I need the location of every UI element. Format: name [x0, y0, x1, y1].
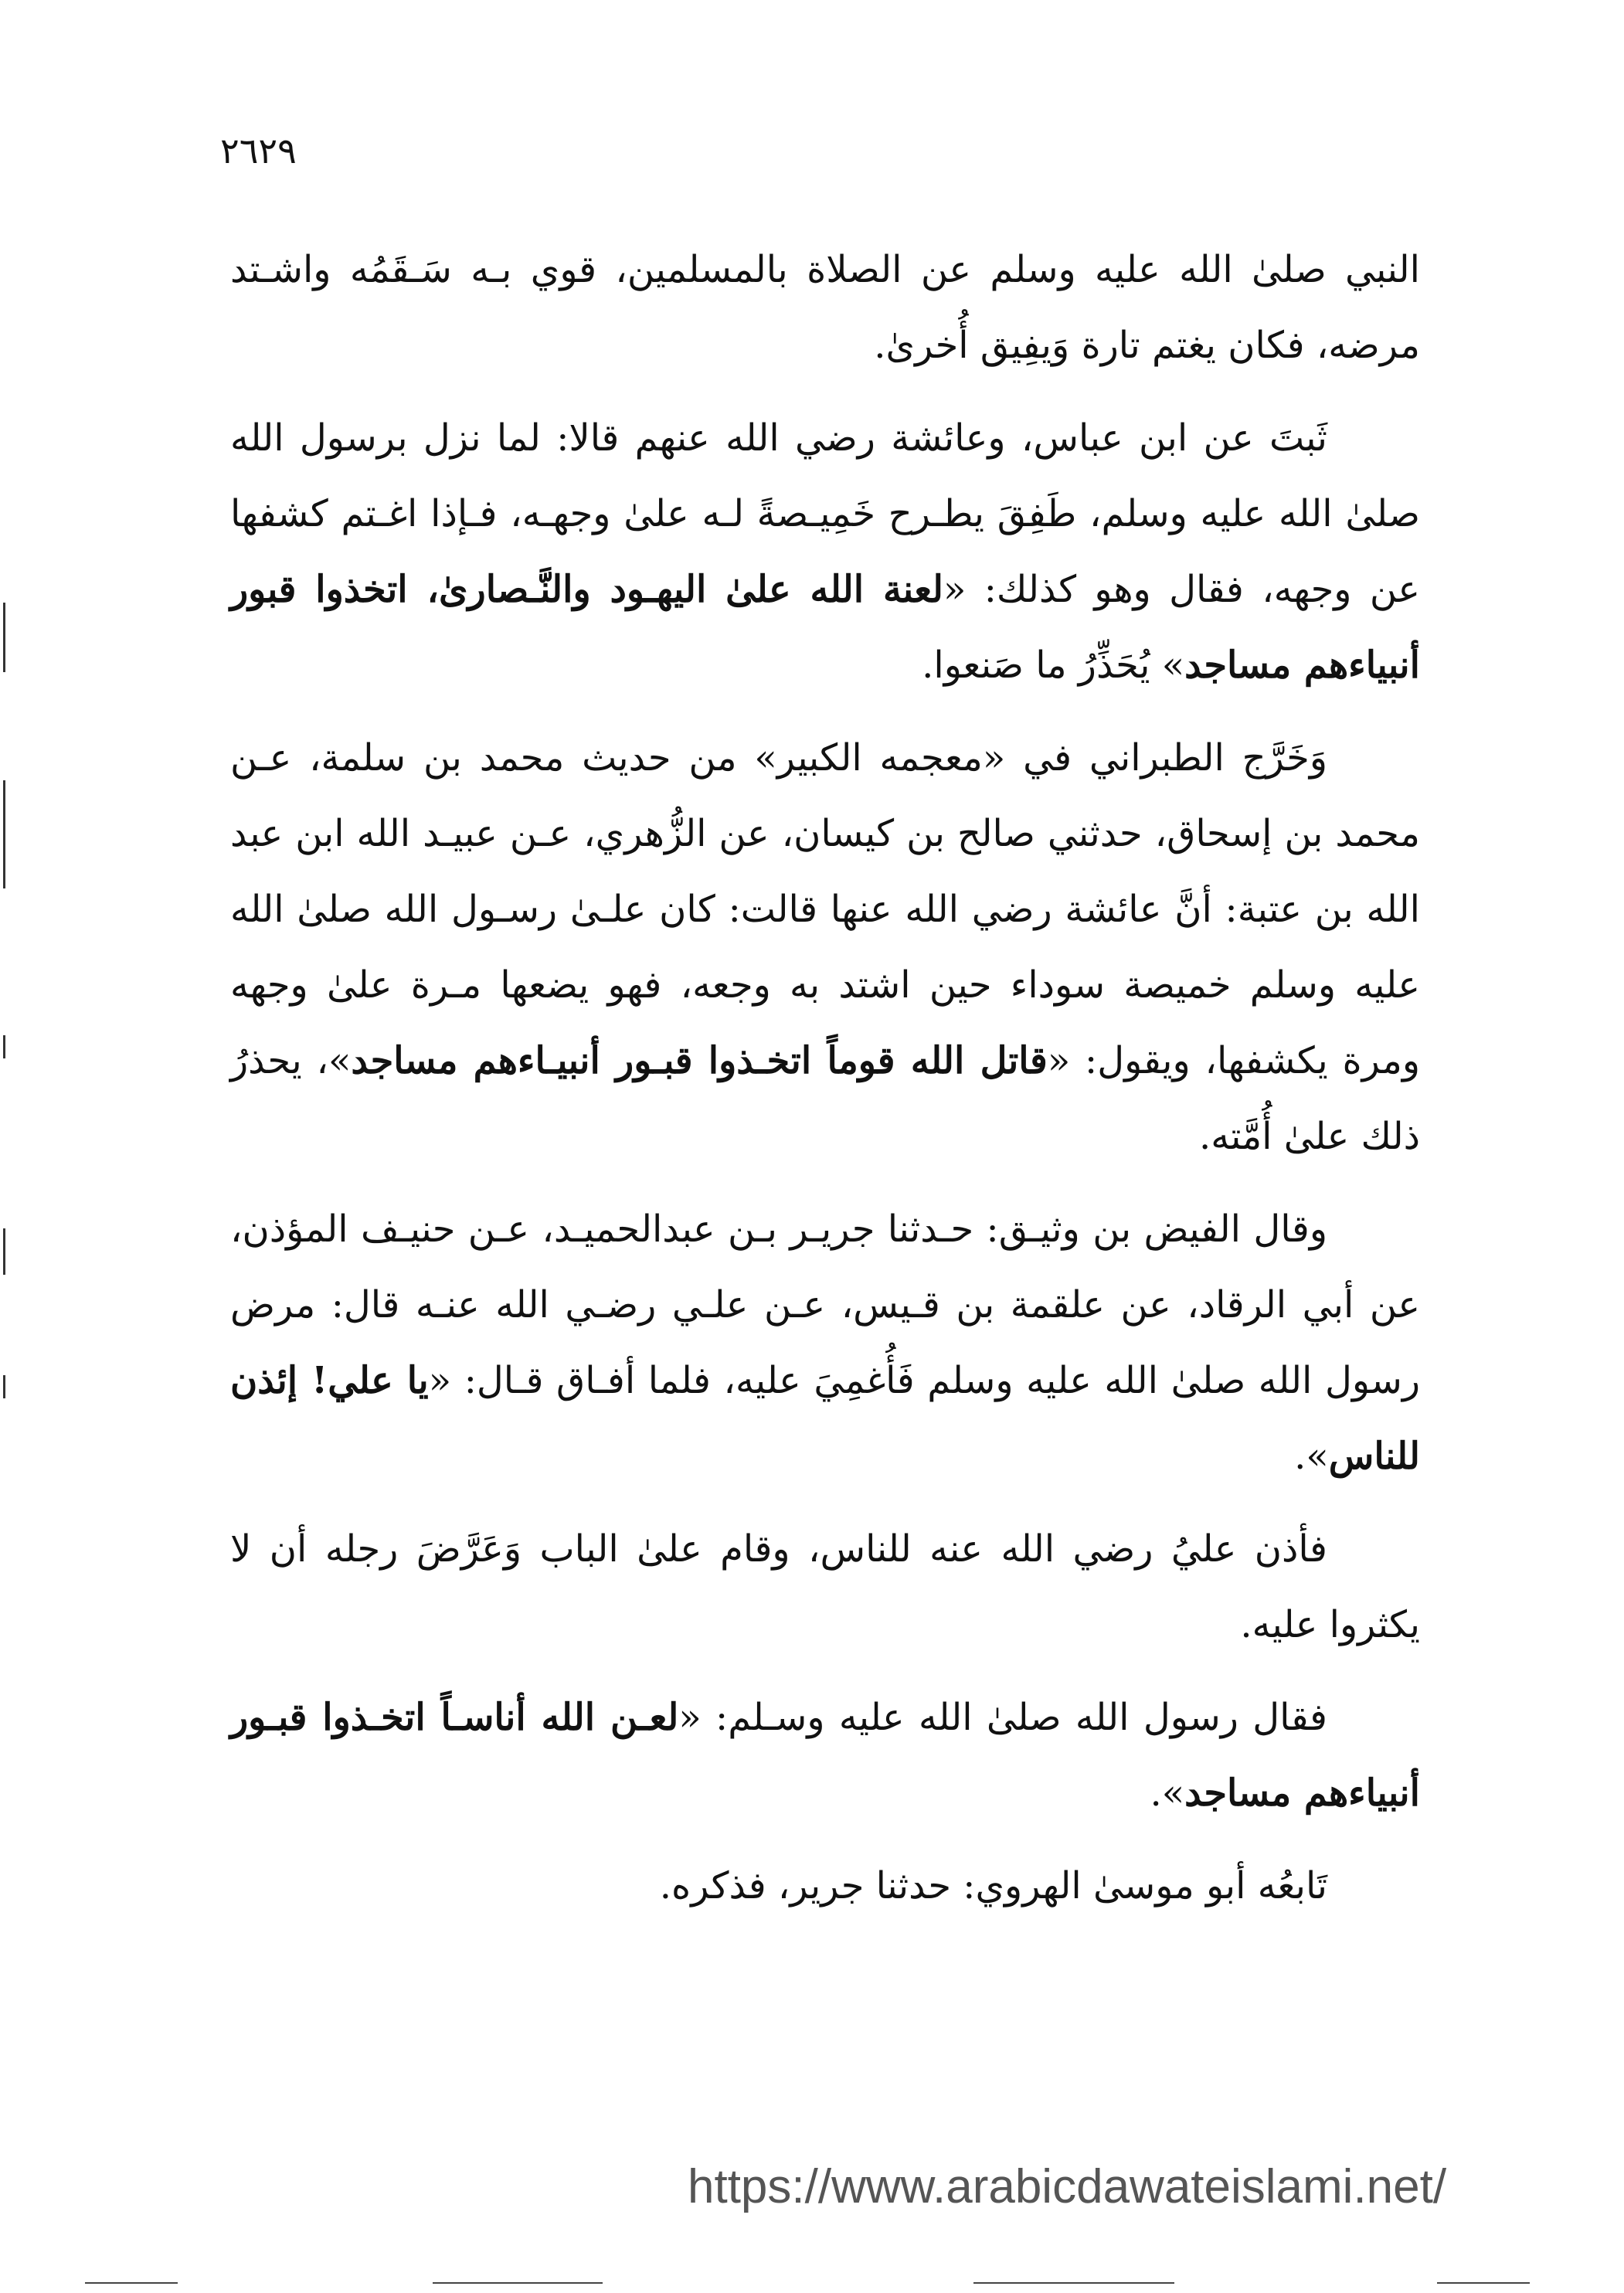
paragraph-text: وقال الفيض بن وثيـق: حـدثنا جريـر بـن عبدالحميـد، عـن حنيـف المؤذن، عن أبي الرقاد، عن علقمة بن قـيس، عـن علـي رضـي الله عنـه قال: مرض رسول الله صلىٰ الله عليه وسلم فَأُغمِيَ عليه، فلما أفـاق قـال: «: [230, 1208, 1421, 1402]
bottom-rule: [85, 2282, 178, 2284]
paragraph-text: فقال رسول الله صلىٰ الله عليه وسـلم: «: [678, 1696, 1328, 1739]
paragraph: [230, 232, 1420, 383]
paragraph: [230, 1511, 1420, 1663]
scan-mark: [3, 1228, 5, 1275]
paragraph-text: ».: [1294, 1435, 1329, 1478]
quoted-hadith-text: يا علي! إئذن للناس: [230, 1359, 1420, 1478]
scan-mark: [3, 1035, 5, 1058]
scan-mark: [3, 1375, 5, 1398]
paragraph: [230, 400, 1420, 703]
paragraph-text: وَخَرَّج الطبراني في «معجمه الكبير» من حديث محمد بن سلمة، عـن محمد بن إسحاق، حدثني صالح بن كيسان، عن الزُّهري، عـن عبيـد الله ابن عبد الله بن عتبة: أنَّ عائشة رضي الله عنها قالت: كان علـىٰ رسـول الله صلىٰ الله عليه وسلم خميصة سوداء حين اشتد به وجعه، فهو يضعها مـرة علىٰ وجهه ومرة يكشفها، ويقول: «: [230, 736, 1420, 1082]
paragraph-text: فأذن عليُ رضي الله عنه للناس، وقام علىٰ الباب وَعَرَّضَ رجله أن لا يكثروا عليه.: [230, 1527, 1420, 1646]
bottom-rule: [973, 2282, 1174, 2284]
quoted-hadith-text: قاتل الله قوماً اتخـذوا قبـور أنبيـاءهم مساجد: [351, 1039, 1048, 1082]
paragraph: [230, 1191, 1420, 1494]
paragraph-text: »، يحذرُ ذلك علىٰ أُمَّته.: [230, 1039, 1420, 1158]
paragraph: [230, 1680, 1420, 1831]
paragraph-text: ثَبتَ عن ابن عباس، وعائشة رضي الله عنهم قالا: لما نزل برسول الله صلىٰ الله عليه وسلم، طَفِقَ يطـرح خَمِيـصةً لـه علىٰ وجهـه، فـإذا اغـتم كشفها عن وجهه، فقال وهو كذلك: «: [230, 416, 1421, 611]
page-number: ٢٦٢٩: [220, 130, 297, 172]
scan-mark: [3, 603, 5, 672]
scan-mark: [3, 780, 5, 888]
paragraph: [230, 720, 1420, 1174]
quoted-hadith-text: لعـن الله أناسـاً اتخـذوا قبـور أنبياءهم مساجد: [230, 1696, 1420, 1815]
bottom-rule: [1437, 2282, 1530, 2284]
paragraph-text: ».: [1150, 1772, 1185, 1815]
body-text: [230, 232, 1420, 1941]
paragraph-text: تَابعُه أبو موسىٰ الهروي: حدثنا جرير، فذكره.: [659, 1864, 1327, 1907]
watermark-url: https://www.arabicdawateislami.net/: [688, 2160, 1447, 2213]
quoted-hadith-text: لعنة الله علىٰ اليهـود والنَّـصارىٰ، اتخذوا قبور أنبياءهم مساجد: [230, 568, 1420, 687]
scan-edge: [0, 0, 12, 2293]
paragraph: [230, 1848, 1420, 1924]
paragraph-text: » يُحَذِّرُ ما صَنعوا.: [922, 644, 1185, 687]
paragraph-text: النبي صلىٰ الله عليه وسلم عن الصلاة بالمسلمين، قوي بـه سَـقَمُه واشـتد مرضه، فكان يغتم تارة وَيفِيق أُخرىٰ.: [230, 248, 1420, 367]
bottom-rule: [433, 2282, 603, 2284]
